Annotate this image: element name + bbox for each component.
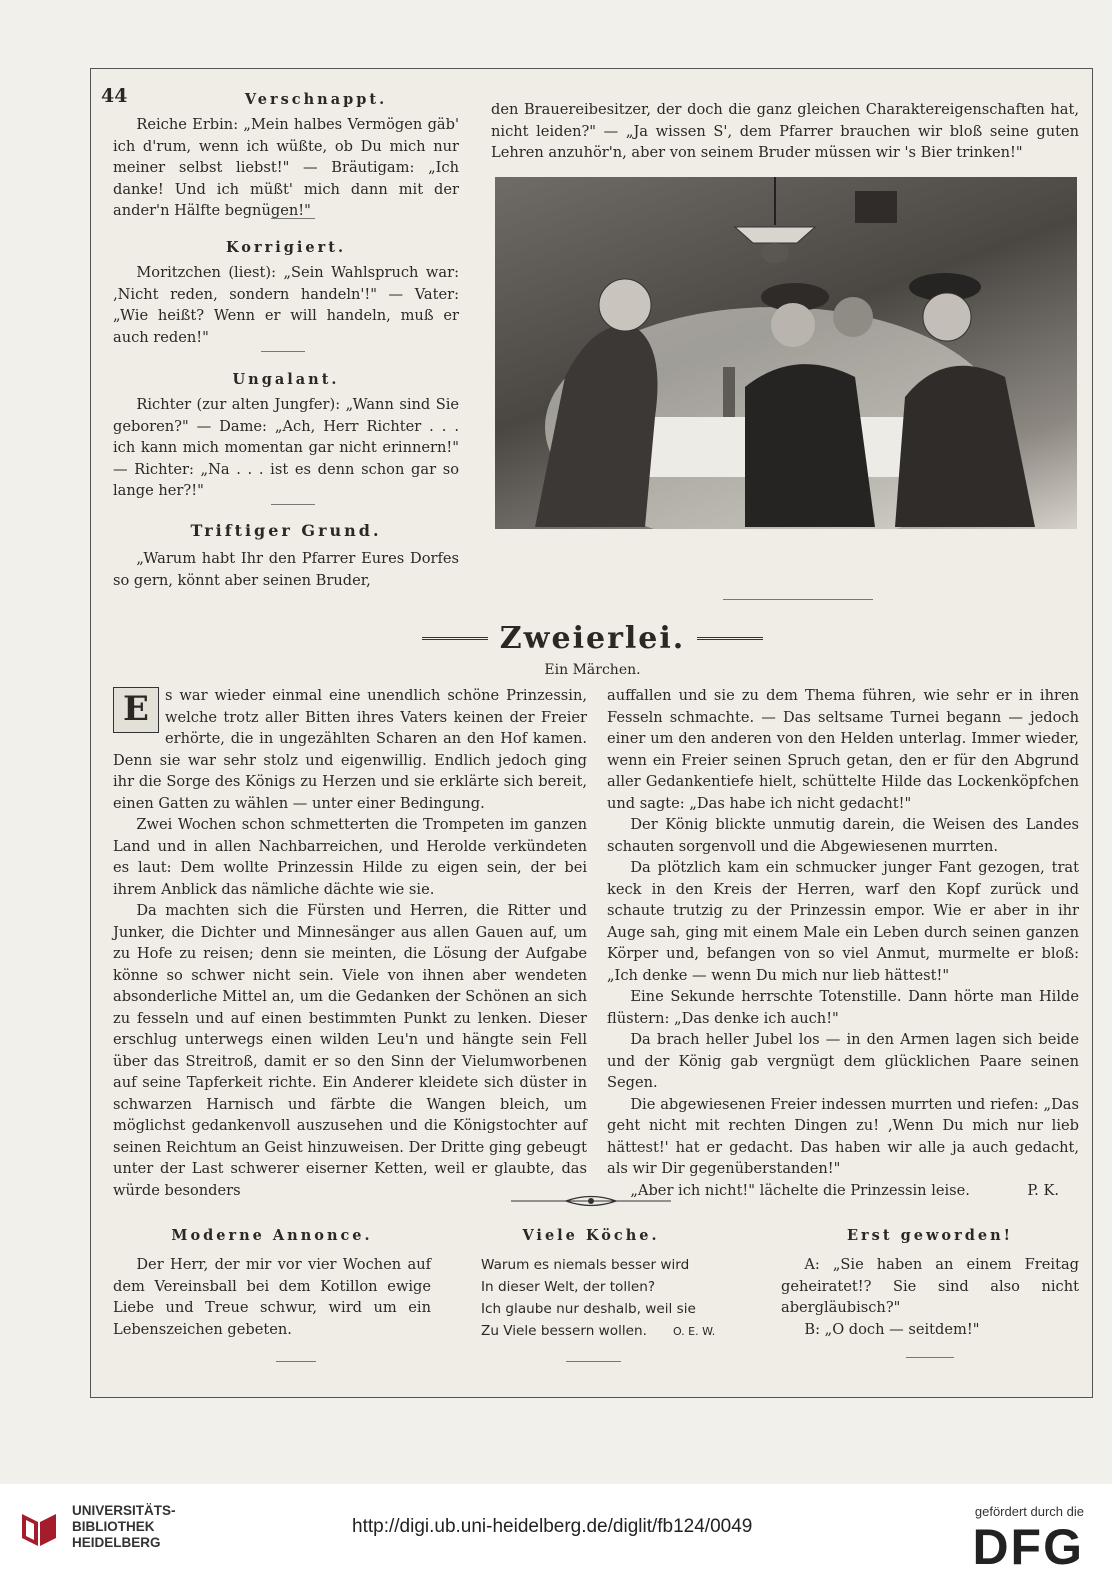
ornament-flourish [511,1194,671,1208]
footer-bar [0,1484,1112,1584]
tavern-scene-image [495,177,1077,529]
story-paragraph: Die abgewiesenen Freier indessen murrten und riefen: „Das geht nicht mit rechten Dingen zu! ‚Wenn Du mich nur lieb hättest!' hat er gedacht. Das haben wir alle ja auch gedacht, als wir Dir gegenüberstanden!" [607,1095,1079,1177]
bottom-title: Viele Köche. [522,1227,660,1244]
title-row [91,621,1094,656]
lamp-globe [761,243,789,263]
institution-name: UNIVERSITÄTS- BIBLIOTHEK HEIDELBERG [72,1503,176,1550]
story-last-line: „Aber ich nicht!" lächelte die Prinzessin leise. [630,1181,970,1199]
poem-signature: O. E. W. [672,1325,716,1338]
illustration [495,177,1077,529]
story-paragraph: Da machten sich die Fürsten und Herren, die Ritter und Junker, die Dichter und Minnesänger aus allen Gauen auf, um zu Hofe zu reisen; denn sie meinten, die Lösung der Aufgabe könne so schwer nicht sein. Viele von ihnen aber wendeten absonderliche Mittel an, um die Gedanken der Schönen an sich zu fesseln und auf einen bestimmten Punkt zu lenken. Dieser erschlug unterwegs einen wilden Leu'n und hängte sein Fell über das Streitroß, damit er so den Sinn der Vielumworbenen auf seine Tapferkeit richte. Ein Anderer kleidete sich düster in schwarzen Harnisch und färbte die Wangen bleich, um möglichst gedankenvoll auszusehen und die Königstochter auf seinen Reichtum an Geist hinzuweisen. Der Dritte ging gebeugt unter der Last schwerer eiserner Ketten, weil er glaubte, das würde besonders [113,902,587,1199]
bottom-title: Moderne Annonce. [171,1227,373,1244]
story-column-left [113,685,587,1201]
divider [271,504,315,505]
joke-title: Ungalant. [232,371,340,388]
joke-ungalant [113,371,459,502]
joke-title: Korrigiert. [226,239,346,256]
man-head [771,303,815,347]
divider [566,1361,621,1362]
story-subtitle: Ein Märchen. [544,662,641,678]
joke-korrigiert [113,239,459,348]
man-right [895,366,1035,527]
story-paragraph: Da brach heller Jubel los — in den Armen lagen sich beide und der König gab vergnügt dem glücklichen Paare seinen Segen. [607,1031,1079,1091]
magazine-page [90,68,1093,1398]
story-column-right [607,685,1079,1201]
poem-line: Warum es niemals besser wird [481,1257,690,1273]
divider [276,1361,316,1362]
story-paragraph: Eine Sekunde herrschte Totenstille. Dann hörte man Hilde flüstern: „Das denke ich auch!" [607,988,1079,1027]
story-paragraph [607,1180,1079,1202]
bottom-title: Erst geworden! [846,1227,1014,1244]
dfg-logo: DFG [972,1519,1084,1575]
divider [261,351,305,352]
man-head [923,293,971,341]
bottom-erst-geworden [781,1227,1079,1340]
joke-title: Triftiger Grund. [190,521,382,540]
poem-line: In dieser Welt, der tollen? [481,1279,656,1295]
joke-text: Reiche Erbin: „Mein halbes Vermögen gäb' ich d'rum, wenn ich wüßte, ob Du mich nur meiner selbst liebst!" — Bräutigam: „Ich danke! Und ich müßt' mich dann mit der ander'n Hälfte begnügen!" [113,116,459,219]
story-signature: P. K. [1027,1181,1059,1199]
bottom-text: A: „Sie haben an einem Freitag geheiratet!? Sie sind also nicht abergläubisch?" B: „O doch — seitdem!" [781,1256,1079,1338]
page-number: 44 [101,85,128,107]
bottom-moderne-annonce [113,1227,431,1340]
story-header [91,621,1094,678]
story-paragraph: auffallen und sie zu dem Thema führen, wie sehr er in ihren Fesseln schmachte. — Das seltsame Turnei begann — jedoch einer um den anderen von den Helden unterlag. Immer wieder, wenn ein Freier seinen Spruch getan, den er für den Abgrund aller Gedankentiefe hielt, schüttelte Hilde das Lockenköpfchen und sagte: „Das habe ich nicht gedacht!" [607,687,1079,812]
story-title: Zweierlei. [499,621,686,656]
story-paragraph: Zwei Wochen schon schmetterten die Trompeten im ganzen Land und in allen Nachbarreichen, und Herolde verkündeten es laut: Dem wollte Prinzessin Hilde zu eigen sein, der bei ihrem Anblick das nämliche dächte wie sie. [113,816,587,898]
joke-text: Moritzchen (liest): „Sein Wahlspruch war: ‚Nicht reden, sondern handeln'!" — Vater: „Wie heißt? Wenn er will handeln, muß er auch reden!" [113,264,459,346]
joke-verschnappt [113,91,459,222]
bottle [723,367,735,417]
man-head [599,279,651,331]
joke-text: „Warum habt Ihr den Pfarrer Eures Dorfes so gern, könnt aber seinen Bruder, [113,550,459,589]
poem-line: Zu Viele bessern wollen. O. E. W. [481,1323,716,1339]
wall-picture [855,191,897,223]
joke-continuation: den Brauereibesitzer, der doch die ganz gleichen Charaktereigenschaften hat, nicht leiden?" — „Ja wissen S', dem Pfarrer brauchen wir bloß seine guten Lehren anzuhör'n, aber von seinem Bruder müssen wir 's Bier trinken!" [491,101,1079,161]
ornament-divider [511,1193,671,1212]
story-paragraph: s war wieder einmal eine unendlich schöne Prinzessin, welche trotz aller Bitten ihres Vaters keinen der Freier erhörte, die in ungezählten Scharen an den Hof kamen. Denn sie war sehr stolz und eigenwillig. Endlich jedoch ging ihr die Sorge des Königs zu Herzen und sie erklärte sich bereit, einen Gatten zu wählen — unter einer Bedingung. [113,687,587,812]
joke-title: Verschnappt. [244,91,388,108]
bottom-viele-koeche [481,1227,761,1343]
poem [481,1254,761,1343]
man-head [833,297,873,337]
bottom-text: Der Herr, der mir vor vier Wochen auf dem Vereinsball bei dem Kotillon ewige Liebe und Treue schwur, wird um ein Lebenszeichen gebeten. [113,1256,431,1338]
divider [723,599,873,600]
ornament-right [697,637,763,640]
funding-note: gefördert durch die [974,1504,1084,1519]
drop-cap: E [113,687,159,733]
divider [906,1357,954,1358]
divider [271,218,315,219]
story-paragraph: Der König blickte unmutig darein, die Weisen des Landes schauten sorgenvoll und die Abgewiesenen murrten. [607,816,1079,855]
poem-line: Ich glaube nur deshalb, weil sie [481,1301,696,1317]
ornament-left [422,637,488,640]
university-library-logo-icon [16,1506,62,1552]
joke-triftiger-grund [113,521,459,591]
story-paragraph: Da plötzlich kam ein schmucker junger Fant gezogen, trat keck in den Kreis der Herren, warf den Kopf zurück und schaute trutzig zu der Prinzessin empor. Wie er aber in ihr Auge sah, ging mit einem Male ein Leben durch seinen ganzen Körper und, befangen von so viel Anmut, murmelte er bloß: „Ich denke — wenn Du mich nur lieb hättest!" [607,859,1079,984]
source-url-link[interactable]: http://digi.ub.uni-heidelberg.de/diglit/fb124/0049 [352,1516,753,1537]
lamp-shade [735,227,815,243]
man-back [745,364,875,527]
joke-text: Richter (zur alten Jungfer): „Wann sind Sie geboren?" — Dame: „Ach, Herr Richter . . . ich kann mich momentan gar nicht erinnern!" — Richter: „Na . . . ist es denn schon gar so lange her?!" [113,396,459,499]
